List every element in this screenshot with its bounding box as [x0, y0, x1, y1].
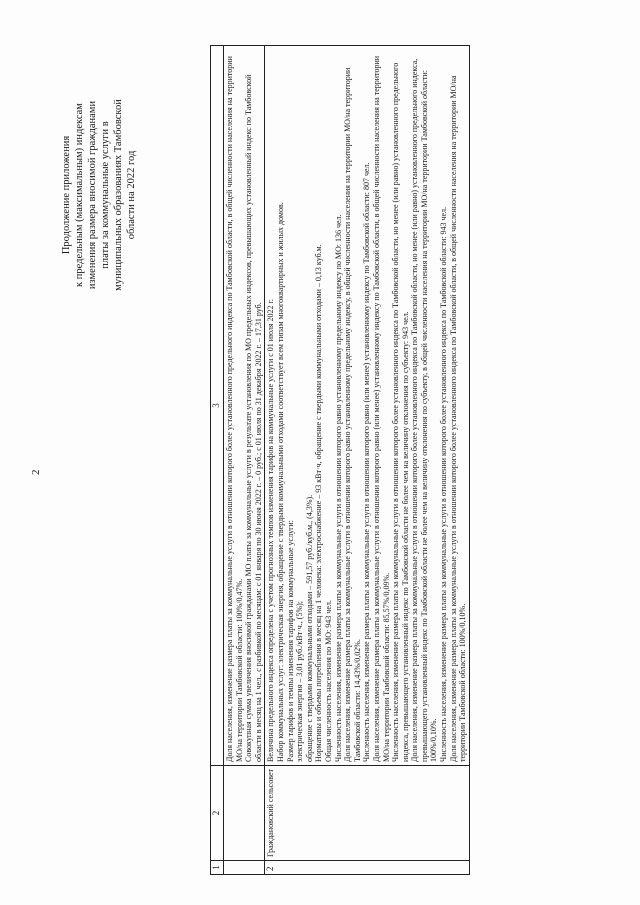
description-paragraph: Совокупная сумма увеличения вносимой гражданами МО платы за коммунальные услуги в результате установления по МО предельных индексов, превышающих установленный индекс по Тамбовской области в месяц на 1 чел., с разбивкой по месяцам: с 01 января по 30 июня 2022 г. – 0 руб.; с 01 июля по 31 декабря 2022 г. – 17,31 руб. — [244, 74, 263, 762]
description-paragraph: Доля населения, изменение размера платы за коммунальные услуги в отношении которого более установленного индекса по Тамбовской области, но менее (или равно) установленного предельного индекса, превышающего установленный индекс по Тамбовской области не более чем на величину отклонения по субъекту, в общей численности населения на территории МО/на территории Тамбовской области: 100%/0,10%. — [410, 58, 439, 762]
description-paragraph: Общая численность населения по МО: 943 чел. — [323, 600, 333, 762]
description-paragraph: Численность населения, изменение размера платы за коммунальные услуги в отношении которого более установленного индекса по Тамбовской области: 943 чел. — [439, 206, 449, 762]
table-row — [224, 46, 265, 875]
municipality-name — [224, 766, 265, 861]
description-paragraph: Доля населения, изменение размера платы за коммунальные услуги в отношении которого более установленного предельного индекса по Тамбовской области, в общей численности населения на территории МО/на территории Тамбовской области: 100%/0,47%. — [225, 56, 244, 762]
table-header-row — [211, 46, 224, 875]
description-paragraph: Численность населения, изменение размера платы за коммунальные услуги в отношении которого равно (или менее) установленному индексу по Тамбовской области: 807 чел. — [362, 162, 372, 762]
appendix-line: к предельным (максимальным) индексам — [74, 103, 85, 287]
row-number — [224, 861, 265, 875]
indices-table — [210, 45, 470, 875]
row-description — [224, 46, 265, 766]
appendix-line: Продолжение приложения — [61, 135, 72, 255]
appendix-line: платы за коммунальные услуги в — [100, 121, 111, 269]
description-paragraph: обращение с твердыми коммунальными отходами – 591,57 руб./куб.м., (4,3%). — [304, 494, 314, 762]
description-paragraph: Набор коммунальных услуг: электрическая энергия, обращение с твердыми коммунальными отходами соответствует всем типам многоквартирных и жилых домов. — [275, 202, 285, 762]
column-header: 1 — [211, 861, 224, 875]
appendix-heading — [60, 45, 138, 345]
appendix-line: области на 2022 год — [126, 150, 137, 240]
appendix-line: изменения размера вносимой гражданами — [87, 100, 98, 290]
description-paragraph: электрическая энергия – 3,01 руб./кВт·ч., (5%); — [295, 600, 305, 762]
description-paragraph: Размер тарифов и темпы изменения тарифов на коммунальные услуги: — [285, 520, 295, 762]
page-number: 2 — [30, 469, 42, 475]
column-header: 2 — [211, 766, 224, 861]
description-paragraph: Доля населения, изменение размера платы за коммунальные услуги в отношении которого равно установленному предельному индексу, в общей численности населения на территории МО/на территории Тамбовской области: 14,43%/0,02%. — [343, 67, 362, 762]
description-paragraph: Доля населения, изменение размера платы за коммунальные услуги в отношении которого более установленного индекса по Тамбовской области, в общей численности населения на территории МО/на территории Тамбовской области: 100%/0,10%. — [448, 75, 468, 762]
column-header: 3 — [211, 46, 224, 766]
description-paragraph: Доля населения, изменение размера платы за коммунальные услуги в отношении которого равно (или менее) установленному индексу по Тамбовской области, в общей численности населения на территории МО/на территории Тамбовской области: 85,57%/0,09%. — [371, 55, 391, 762]
description-paragraph: Величина предельного индекса определена с учетом прогнозных темпов изменения тарифов на коммунальные услуги с 01 июля 2022 г. — [266, 299, 276, 762]
table-row — [265, 46, 469, 875]
description-paragraph: Численность населения, изменение размера платы за коммунальные услуги в отношении которого равно установленному предельному индексу по МО: 136 чел. — [333, 214, 343, 762]
municipality-name: Граждановский сельсовет — [265, 766, 469, 861]
appendix-line: муниципальных образованиях Тамбовской — [113, 99, 124, 291]
description-paragraph: Численность населения, изменение размера платы за коммунальные услуги в отношении которого более установленного индекса по Тамбовской области, но менее (или равно) установленного предельного индекса, превышающего установленный индекс по Тамбовской области не более чем на величину отклонения по субъекту: 943 чел. — [391, 62, 410, 762]
row-description — [265, 46, 469, 766]
description-paragraph: Нормативы и объемы потребления в месяц на 1 человека: электроснабжение – 93 кВт·ч, обращение с твердыми коммунальными отходами – 0,13 куб.м. — [314, 244, 324, 762]
row-number: 2 — [265, 861, 469, 875]
